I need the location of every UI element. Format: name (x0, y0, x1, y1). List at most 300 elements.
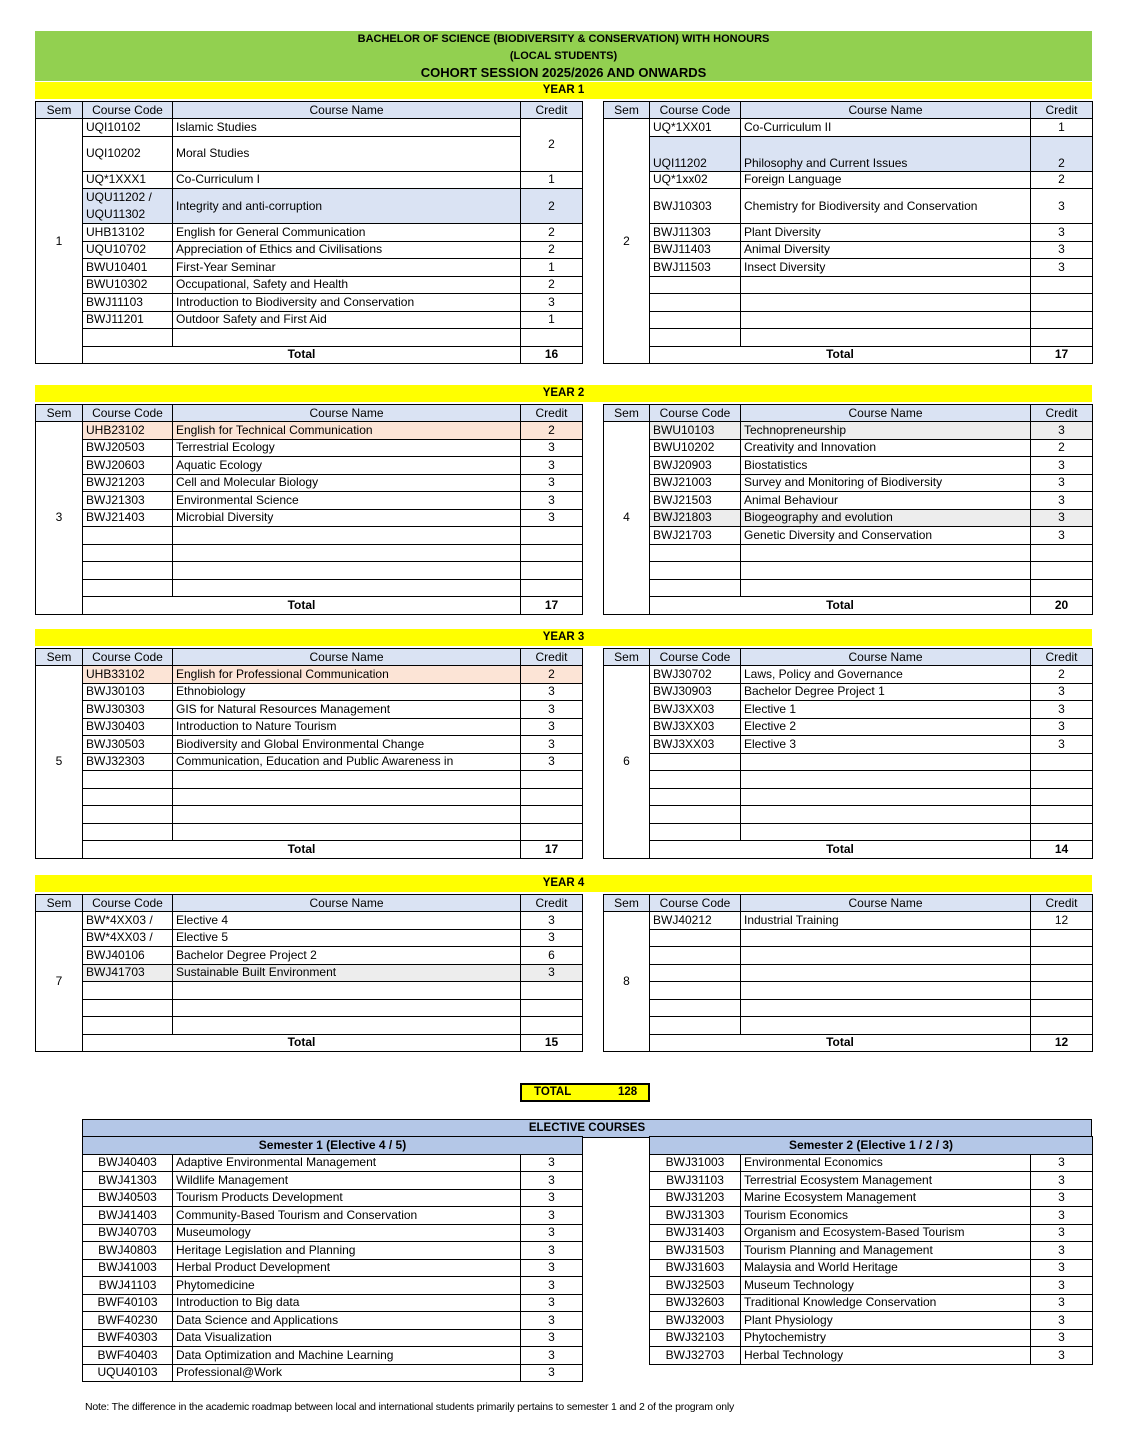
course-code: BWJ30503 (83, 736, 173, 754)
total-credit: 15 (521, 1034, 583, 1052)
course-code: BWJ20603 (83, 457, 173, 475)
grand-total-box (520, 1083, 650, 1102)
elective-row (83, 1154, 583, 1172)
course-name: Insect Diversity (741, 259, 1031, 277)
elective-name: Environmental Economics (741, 1154, 1031, 1172)
elective-row (650, 1329, 1093, 1347)
course-code: BWJ30403 (83, 718, 173, 736)
course-row (36, 701, 583, 719)
elective-credit: 3 (1031, 1172, 1093, 1190)
sem-header: Sem (36, 102, 83, 119)
course-code: BWJ21703 (650, 527, 741, 545)
course-code: BWJ32303 (83, 753, 173, 771)
footnote: Note: The difference in the academic roadmap between local and international students primarily pertains to semester 1 and 2 of the program only (85, 1401, 735, 1413)
column-header-row (604, 102, 1093, 119)
elective-code: BWJ32503 (650, 1277, 741, 1295)
course-name: Creativity and Innovation (741, 439, 1031, 457)
course-row (604, 474, 1093, 492)
elective-credit: 3 (521, 1277, 583, 1295)
course-name: Terrestrial Ecology (173, 439, 521, 457)
course-credit: 3 (1031, 736, 1093, 754)
elective-code: BWF40230 (83, 1312, 173, 1330)
course-row (36, 311, 583, 329)
elective-row (83, 1277, 583, 1295)
empty-row (36, 771, 583, 789)
elective-code: BWJ40803 (83, 1242, 173, 1260)
elective-name: Adaptive Environmental Management (173, 1154, 521, 1172)
course-code: BW*4XX03 / (83, 912, 173, 930)
empty-row (36, 999, 583, 1017)
elective-code: BWJ31303 (650, 1207, 741, 1225)
total-credit: 17 (521, 841, 583, 859)
course-name: GIS for Natural Resources Management (173, 701, 521, 719)
course-credit: 3 (1031, 457, 1093, 475)
programme-title: BACHELOR OF SCIENCE (BIODIVERSITY & CONSERVATION) WITH HONOURS (357, 33, 770, 45)
course-name: Chemistry for Biodiversity and Conservation (741, 189, 1031, 224)
elective-credit: 3 (521, 1347, 583, 1365)
total-label: Total (650, 597, 1031, 615)
column-header-row (604, 895, 1093, 912)
course-row (604, 912, 1093, 930)
course-credit: 3 (1031, 224, 1093, 242)
elective-row (650, 1347, 1093, 1365)
name-header: Course Name (741, 649, 1031, 666)
total-credit: 14 (1031, 841, 1093, 859)
course-row (36, 753, 583, 771)
empty-row (36, 982, 583, 1000)
semester-number: 6 (604, 666, 650, 859)
total-credit: 16 (521, 346, 583, 364)
total-label: Total (83, 1034, 521, 1052)
total-row (604, 841, 1093, 859)
elective-name: Data Visualization (173, 1329, 521, 1347)
elective-code: BWF40303 (83, 1329, 173, 1347)
course-name: Elective 5 (173, 929, 521, 947)
course-credit: 3 (1031, 509, 1093, 527)
course-credit: 3 (521, 439, 583, 457)
empty-row (604, 947, 1093, 965)
empty-row (604, 806, 1093, 824)
elective-row (650, 1277, 1093, 1295)
course-code: UQ*1xx02 (650, 171, 741, 189)
course-credit: 3 (521, 753, 583, 771)
course-row (36, 422, 583, 440)
elective-credit: 3 (1031, 1294, 1093, 1312)
empty-row (604, 753, 1093, 771)
elective-row (83, 1224, 583, 1242)
code-header: Course Code (650, 405, 741, 422)
elective-row (83, 1207, 583, 1225)
credit-header: Credit (1031, 405, 1093, 422)
course-code: BWU10202 (650, 439, 741, 457)
credit-header: Credit (521, 405, 583, 422)
total-label: Total (650, 346, 1031, 364)
empty-row (604, 771, 1093, 789)
code-header: Course Code (83, 102, 173, 119)
elective-credit: 3 (1031, 1312, 1093, 1330)
elective-credit: 3 (1031, 1189, 1093, 1207)
course-code: BWU10302 (83, 276, 173, 294)
course-code: BWJ30103 (83, 683, 173, 701)
course-row (604, 666, 1093, 684)
course-name: Animal Diversity (741, 241, 1031, 259)
column-header-row (604, 405, 1093, 422)
course-code: BWJ11303 (650, 224, 741, 242)
course-credit: 2 (521, 241, 583, 259)
empty-row (604, 562, 1093, 580)
elective-name: Museum Technology (741, 1277, 1031, 1295)
empty-row (604, 964, 1093, 982)
code-header: Course Code (650, 895, 741, 912)
course-row (604, 171, 1093, 189)
semester-table (603, 404, 1093, 615)
semester-number: 2 (604, 119, 650, 364)
semester-table (35, 101, 583, 364)
course-code: UQ*1XX01 (650, 119, 741, 137)
empty-row (604, 276, 1093, 294)
elective-row (83, 1189, 583, 1207)
elective-name: Malaysia and World Heritage (741, 1259, 1031, 1277)
elective-row (650, 1172, 1093, 1190)
elective-code: BWJ41403 (83, 1207, 173, 1225)
course-code: BWJ11403 (650, 241, 741, 259)
course-name: Elective 1 (741, 701, 1031, 719)
name-header: Course Name (741, 895, 1031, 912)
course-name: English for General Communication (173, 224, 521, 242)
course-credit: 3 (1031, 701, 1093, 719)
credit-header: Credit (1031, 102, 1093, 119)
elective-group-table (649, 1136, 1093, 1365)
column-header-row (36, 102, 583, 119)
total-row (36, 346, 583, 364)
course-row (604, 527, 1093, 545)
course-row (36, 241, 583, 259)
course-code: BWU10401 (83, 259, 173, 277)
code-header: Course Code (83, 405, 173, 422)
course-credit: 3 (1031, 422, 1093, 440)
name-header: Course Name (173, 895, 521, 912)
elective-credit: 3 (521, 1242, 583, 1260)
code-header: Course Code (83, 895, 173, 912)
course-row (604, 136, 1093, 171)
course-code: BWJ30303 (83, 701, 173, 719)
course-credit: 6 (521, 947, 583, 965)
total-label: Total (650, 1034, 1031, 1052)
course-code: BWJ40106 (83, 947, 173, 965)
course-row (604, 701, 1093, 719)
course-credit: 3 (1031, 189, 1093, 224)
semester-number: 1 (36, 119, 83, 364)
course-credit: 3 (521, 701, 583, 719)
course-credit: 3 (1031, 527, 1093, 545)
course-code: BWJ41703 (83, 964, 173, 982)
elective-name: Tourism Economics (741, 1207, 1031, 1225)
course-code: BWJ21303 (83, 492, 173, 510)
course-credit: 3 (521, 683, 583, 701)
course-row (604, 224, 1093, 242)
elective-name: Traditional Knowledge Conservation (741, 1294, 1031, 1312)
empty-row (604, 823, 1093, 841)
elective-name: Marine Ecosystem Management (741, 1189, 1031, 1207)
elective-credit: 3 (521, 1224, 583, 1242)
credit-header: Credit (1031, 895, 1093, 912)
course-code: UQU11202 / UQU11302 (83, 189, 173, 224)
elective-name: Phytomedicine (173, 1277, 521, 1295)
total-label: Total (650, 841, 1031, 859)
total-row (604, 597, 1093, 615)
course-credit: 1 (1031, 119, 1093, 137)
course-credit: 2 (1031, 136, 1093, 171)
elective-row (650, 1312, 1093, 1330)
elective-credit: 3 (521, 1312, 583, 1330)
elective-code: BWJ40403 (83, 1154, 173, 1172)
course-credit: 2 (521, 224, 583, 242)
elective-code: UQU40103 (83, 1364, 173, 1382)
course-name: Foreign Language (741, 171, 1031, 189)
course-credit: 3 (521, 509, 583, 527)
empty-row (604, 294, 1093, 312)
total-credit: 17 (1031, 346, 1093, 364)
empty-row (36, 562, 583, 580)
elective-name: Herbal Technology (741, 1347, 1031, 1365)
elective-name: Professional@Work (173, 1364, 521, 1382)
course-name: Appreciation of Ethics and Civilisations (173, 241, 521, 259)
elective-group-heading: Semester 1 (Elective 4 / 5) (83, 1137, 583, 1155)
course-name: Elective 4 (173, 912, 521, 930)
course-row (604, 241, 1093, 259)
elective-credit: 3 (1031, 1154, 1093, 1172)
course-credit: 2 (1031, 666, 1093, 684)
course-name: Moral Studies (173, 136, 521, 171)
sem-header: Sem (36, 649, 83, 666)
elective-name: Data Science and Applications (173, 1312, 521, 1330)
course-name: Integrity and anti-corruption (173, 189, 521, 224)
elective-row (83, 1347, 583, 1365)
course-credit: 3 (521, 492, 583, 510)
year-bar: YEAR 3 (35, 629, 1092, 646)
elective-credit: 3 (1031, 1277, 1093, 1295)
empty-row (36, 579, 583, 597)
elective-row (83, 1312, 583, 1330)
course-row (36, 224, 583, 242)
elective-credit: 3 (521, 1154, 583, 1172)
course-row (36, 964, 583, 982)
elective-group-heading: Semester 2 (Elective 1 / 2 / 3) (650, 1137, 1093, 1155)
elective-code: BWJ41003 (83, 1259, 173, 1277)
elective-name: Heritage Legislation and Planning (173, 1242, 521, 1260)
course-row (36, 683, 583, 701)
empty-row (36, 329, 583, 347)
course-name: Introduction to Nature Tourism (173, 718, 521, 736)
course-row (36, 189, 583, 224)
course-row (36, 119, 583, 137)
course-name: English for Professional Communication (173, 666, 521, 684)
elective-code: BWJ32003 (650, 1312, 741, 1330)
course-row (36, 474, 583, 492)
course-credit: 3 (1031, 718, 1093, 736)
course-code: BWJ21803 (650, 509, 741, 527)
course-row (36, 718, 583, 736)
elective-title-table (82, 1119, 1092, 1138)
course-name: Aquatic Ecology (173, 457, 521, 475)
course-row (36, 276, 583, 294)
course-name: Genetic Diversity and Conservation (741, 527, 1031, 545)
semester-table (35, 894, 583, 1052)
semester-number: 8 (604, 912, 650, 1052)
course-credit: 3 (521, 718, 583, 736)
sem-header: Sem (36, 895, 83, 912)
course-name: Biodiversity and Global Environmental Change (173, 736, 521, 754)
course-code: BWJ11103 (83, 294, 173, 312)
course-code: BWJ21403 (83, 509, 173, 527)
elective-code: BWF40403 (83, 1347, 173, 1365)
empty-row (604, 329, 1093, 347)
course-credit: 12 (1031, 912, 1093, 930)
semester-table (35, 648, 583, 859)
name-header: Course Name (173, 649, 521, 666)
code-header: Course Code (83, 649, 173, 666)
elective-row (83, 1294, 583, 1312)
course-code: BWJ21003 (650, 474, 741, 492)
elective-code: BWJ32103 (650, 1329, 741, 1347)
course-credit: 3 (1031, 683, 1093, 701)
course-row (604, 492, 1093, 510)
course-credit: 2 (1031, 171, 1093, 189)
course-code: BWJ40212 (650, 912, 741, 930)
course-code: UQI10202 (83, 136, 173, 171)
elective-name: Herbal Product Development (173, 1259, 521, 1277)
sem-header: Sem (604, 405, 650, 422)
course-code: BWJ21503 (650, 492, 741, 510)
course-credit: 3 (1031, 241, 1093, 259)
elective-name: Plant Physiology (741, 1312, 1031, 1330)
course-name: Industrial Training (741, 912, 1031, 930)
elective-row (650, 1207, 1093, 1225)
course-code: BWJ11503 (650, 259, 741, 277)
course-name: Biostatistics (741, 457, 1031, 475)
elective-row (650, 1242, 1093, 1260)
course-row (36, 136, 583, 171)
total-label: Total (83, 597, 521, 615)
course-row (604, 119, 1093, 137)
cohort-session: COHORT SESSION 2025/2026 AND ONWARDS (420, 65, 707, 80)
elective-code: BWJ31003 (650, 1154, 741, 1172)
elective-row (650, 1154, 1093, 1172)
course-code: UHB23102 (83, 422, 173, 440)
course-code: BWJ3XX03 (650, 718, 741, 736)
elective-name: Terrestrial Ecosystem Management (741, 1172, 1031, 1190)
course-code: UQU10702 (83, 241, 173, 259)
elective-credit: 3 (1031, 1207, 1093, 1225)
course-code: BWJ20503 (83, 439, 173, 457)
course-name: Introduction to Biodiversity and Conservation (173, 294, 521, 312)
course-name: Sustainable Built Environment (173, 964, 521, 982)
name-header: Course Name (741, 405, 1031, 422)
elective-name: Community-Based Tourism and Conservation (173, 1207, 521, 1225)
course-credit: 3 (521, 736, 583, 754)
course-row (604, 457, 1093, 475)
course-row (36, 457, 583, 475)
name-header: Course Name (173, 405, 521, 422)
course-credit: 2 (521, 119, 583, 172)
course-name: Technopreneurship (741, 422, 1031, 440)
elective-code: BWJ31503 (650, 1242, 741, 1260)
elective-credit: 3 (1031, 1259, 1093, 1277)
credit-header: Credit (521, 102, 583, 119)
elective-row (650, 1294, 1093, 1312)
elective-code: BWJ41303 (83, 1172, 173, 1190)
course-credit: 1 (521, 171, 583, 189)
column-header-row (604, 649, 1093, 666)
name-header: Course Name (173, 102, 521, 119)
empty-row (36, 788, 583, 806)
elective-name: Museumology (173, 1224, 521, 1242)
empty-row (604, 999, 1093, 1017)
course-name: Outdoor Safety and First Aid (173, 311, 521, 329)
course-name: Co-Curriculum II (741, 119, 1031, 137)
elective-credit: 3 (521, 1207, 583, 1225)
total-row (604, 346, 1093, 364)
total-row (36, 597, 583, 615)
credit-header: Credit (521, 895, 583, 912)
course-name: Plant Diversity (741, 224, 1031, 242)
course-row (36, 171, 583, 189)
sem-header: Sem (604, 895, 650, 912)
course-code: BWU10103 (650, 422, 741, 440)
elective-name: Introduction to Big data (173, 1294, 521, 1312)
course-code: BWJ30903 (650, 683, 741, 701)
empty-row (604, 579, 1093, 597)
course-row (36, 492, 583, 510)
column-header-row (36, 649, 583, 666)
course-name: Islamic Studies (173, 119, 521, 137)
course-row (604, 189, 1093, 224)
course-credit: 2 (521, 189, 583, 224)
empty-row (36, 806, 583, 824)
course-row (604, 736, 1093, 754)
course-row (604, 439, 1093, 457)
elective-name: Tourism Products Development (173, 1189, 521, 1207)
course-name: Biogeography and evolution (741, 509, 1031, 527)
empty-row (36, 527, 583, 545)
code-header: Course Code (650, 649, 741, 666)
course-name: First-Year Seminar (173, 259, 521, 277)
total-label: Total (83, 841, 521, 859)
course-name: Cell and Molecular Biology (173, 474, 521, 492)
course-row (36, 259, 583, 277)
course-code: BWJ3XX03 (650, 701, 741, 719)
student-category: (LOCAL STUDENTS) (509, 50, 618, 62)
course-credit: 2 (1031, 439, 1093, 457)
elective-credit: 3 (521, 1189, 583, 1207)
course-name: Survey and Monitoring of Biodiversity (741, 474, 1031, 492)
elective-code: BWJ31103 (650, 1172, 741, 1190)
course-name: Elective 3 (741, 736, 1031, 754)
course-credit: 2 (521, 276, 583, 294)
course-credit: 3 (521, 912, 583, 930)
empty-row (604, 311, 1093, 329)
total-credit: 12 (1031, 1034, 1093, 1052)
elective-credit: 3 (521, 1329, 583, 1347)
semester-table (603, 648, 1093, 859)
course-row (36, 439, 583, 457)
empty-row (36, 544, 583, 562)
course-code: UQI11202 (650, 136, 741, 171)
empty-row (604, 982, 1093, 1000)
course-name: Elective 2 (741, 718, 1031, 736)
total-credit: 17 (521, 597, 583, 615)
course-credit: 3 (1031, 259, 1093, 277)
